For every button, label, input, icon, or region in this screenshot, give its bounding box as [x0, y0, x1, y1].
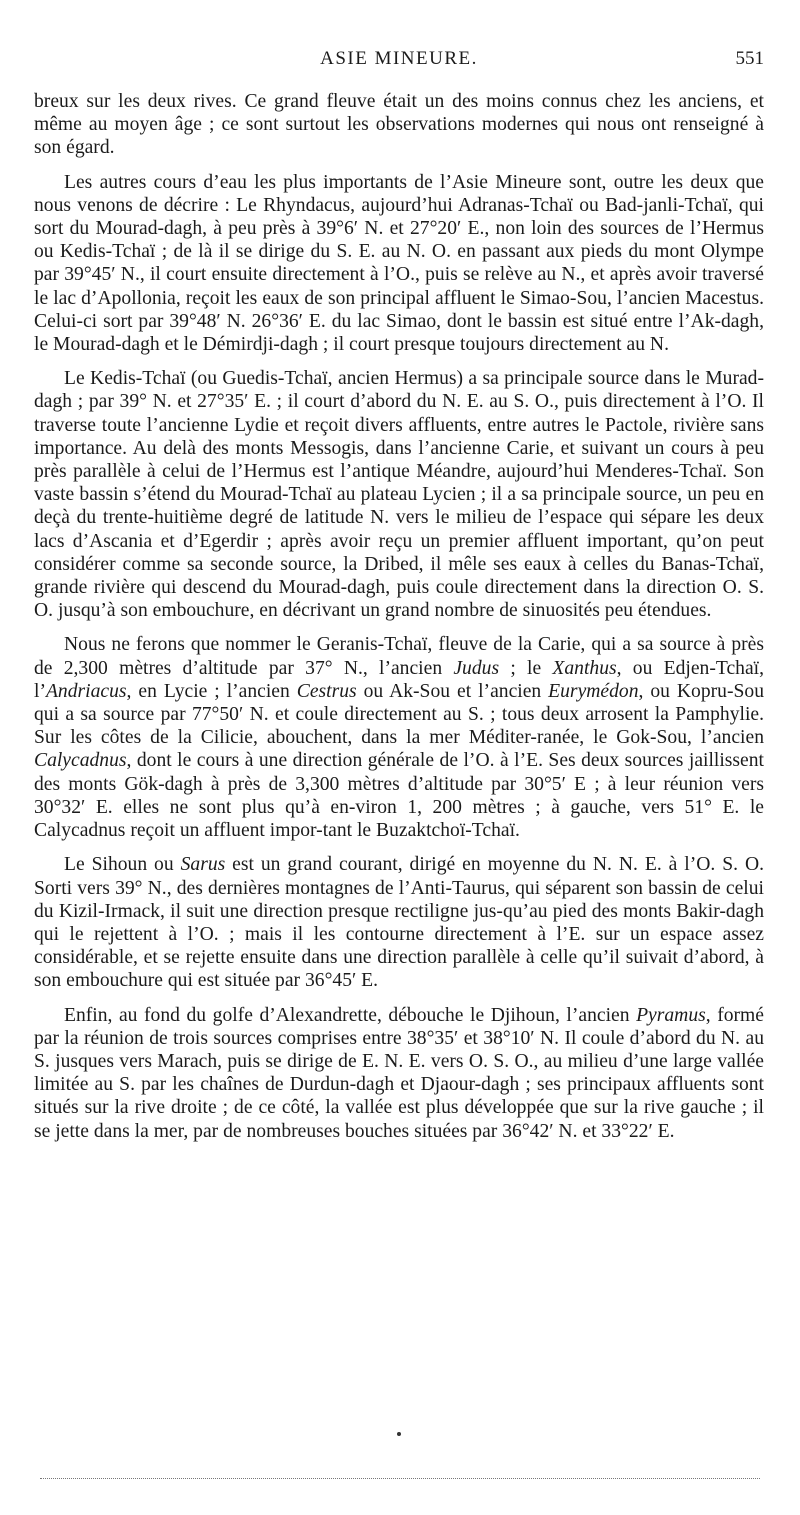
text-run: , en Lycie ; l’ancien: [126, 680, 297, 702]
italic-name: Eurymédon: [548, 680, 639, 702]
page-number: 551: [735, 48, 764, 69]
page-header: [34, 48, 764, 78]
paragraph: [34, 90, 764, 160]
text-run: Le Kedis-Tchaï (ou Guedis-Tchaï, ancien Hermus) a sa principale source dans le Murad-dagh ; par 39° N. et 27°35′ E. ; il court d’abord du N. E. au S. O., puis directement à l’O. Il traverse toute l’ancienne Lydie et reçoit divers affluents, entre autres le Pactole, rivière sans importance. Au delà des monts Messogis, dans l’ancienne Carie, et suivant un cours à peu près parallèle à celui de l’Hermus est l’antique Méandre, aujourd’hui Menderes-Tchaï. Son vaste bassin s’étend du Mourad-Tchaï au plateau Lycien ; il a sa principale source, un peu en deçà du trente-huitième degré de latitude N. vers le milieu de l’espace qui sépare les deux lacs d’Ascania et d’Egerdir ; après avoir reçu un premier affluent important, qu’on peut considérer comme sa seconde source, la Dribed, il mêle ses eaux à celles du Banas-Tchaï, grande rivière qui descend du Mourad-dagh, puis coule directement dans la direction O. S. O. jusqu’à son embouchure, en décrivant un grand nombre de sinuosités peu étendues.: [34, 368, 764, 622]
paragraph: [34, 1004, 764, 1143]
italic-name: Xanthus: [552, 657, 617, 679]
paragraph: [34, 853, 764, 992]
italic-name: Calycadnus: [34, 750, 127, 772]
text-run: breux sur les deux rives. Ce grand fleuve était un des moins connus chez les anciens, et même au moyen âge ; ce sont surtout les observations modernes qui nous ont renseigné à son égard.: [34, 91, 764, 159]
paragraph: [34, 171, 764, 357]
running-title: ASIE MINEURE.: [320, 48, 478, 69]
text-run: Nous ne ferons que nommer le Geranis-Tchaï, fleuve de la Carie, qui a sa source à près de 2,300 mètres d’altitude par 37° N., l’ancien: [34, 634, 764, 679]
footer-dotted-rule: [40, 1478, 760, 1479]
ink-dot: [397, 1432, 401, 1436]
text-run: ; le: [499, 657, 553, 679]
text-run: , ou Kopru-Sou qui a sa source par 77°50′ N. et coule directement au S. ; tous deux arrosent la Pamphylie. Sur les côtes de la Cilicie, abouchent, dans la mer Méditer-ranée, le Gok-Sou, l’ancien: [34, 680, 764, 749]
italic-name: Andriacus: [45, 680, 127, 702]
text-run: , ou Edjen-Tchaï, l’: [34, 657, 764, 702]
text-run: Les autres cours d’eau les plus importants de l’Asie Mineure sont, outre les deux que nous venons de décrire : Le Rhyndacus, aujourd’hui Adranas-Tchaï ou Bad-janli-Tchaï, qui sort du Mourad-dagh, à peu près à 39°6′ N. et 27°20′ E., non loin des sources de l’Hermus ou Kedis-Tchaï ; de là il se dirige du S. E. au N. O. en passant aux pieds du mont Olympe par 39°45′ N., il court ensuite directement à l’O., puis se relève au N., et après avoir traversé le lac d’Apollonia, reçoit les eaux de son principal affluent le Simao-Sou, l’ancien Macestus. Celui-ci sort par 39°48′ N. 26°36′ E. du lac Simao, dont le bassin est situé entre l’Ak-dagh, le Mourad-dagh et le Démirdji-dagh ; il court presque toujours directement au N.: [34, 171, 764, 356]
paragraph: [34, 367, 764, 622]
text-run: , formé par la réunion de trois sources comprises entre 38°35′ et 38°10′ N. Il coule d’abord du N. au S. jusques vers Marach, puis se dirige de E. N. E. vers O. S. O., au milieu d’une large vallée limitée au S. par les chaînes de Durdun-dagh et Djaour-dagh ; ses principaux affluents sont situés sur la rive droite ; de ce côté, la vallée est plus développée que sur la rive gauche ; il se jette dans la mer, par de nombreuses bouches situées par 36°42′ N. et 33°22′ E.: [34, 1004, 764, 1142]
text-run: Le Sihoun ou: [64, 854, 181, 876]
text-run: est un grand courant, dirigé en moyenne du N. N. E. à l’O. S. O. Sorti vers 39° N., des dernières montagnes de l’Anti-Taurus, qui séparent son bassin de celui du Kizil-Irmack, il suit une direction presque rectiligne jus-qu’au pied des monts Bakir-dagh qui le rejettent à l’O. ; mais il les contourne directement à l’E. sur un espace assez considérable, et se rejette ensuite dans une direction parallèle à celle qu’il suivait d’abord, à son embouchure qui est située par 36°45′ E.: [34, 854, 765, 992]
italic-name: Sarus: [180, 854, 226, 876]
text-run: ou Ak-Sou et l’ancien: [356, 680, 549, 702]
italic-name: Pyramus: [636, 1004, 706, 1026]
text-run: , dont le cours à une direction générale de l’O. à l’E. Ses deux sources jaillissent des monts Gök-dagh à près de 3,300 mètres d’altitude par 30°5′ E ; à leur réunion vers 30°32′ E. elles ne sont plus qu’à en-viron 1, 200 mètres ; à gauche, vers 51° E. le Calycadnus reçoit un affluent impor-tant le Buzaktchoï-Tchaï.: [34, 750, 764, 842]
body-text: [34, 90, 764, 1154]
italic-name: Judus: [453, 657, 500, 679]
text-run: Enfin, au fond du golfe d’Alexandrette, débouche le Djihoun, l’ancien: [64, 1004, 637, 1026]
italic-name: Cestrus: [296, 680, 357, 702]
paragraph: [34, 633, 764, 842]
